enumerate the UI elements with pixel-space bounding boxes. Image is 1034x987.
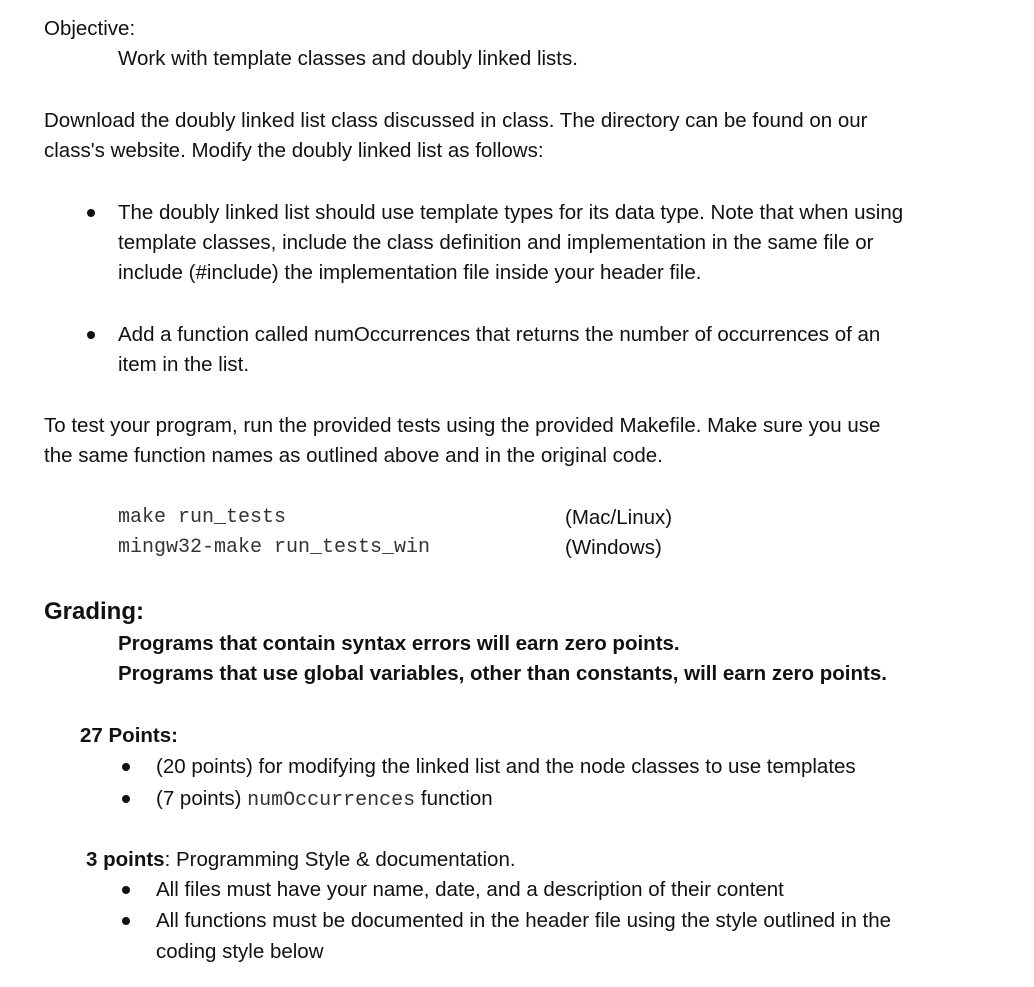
item-2-prefix: (7 points) — [156, 787, 248, 810]
platform-mac-linux: (Mac/Linux) — [565, 506, 673, 529]
section-3-item-2-line-1: All functions must be documented in the header file using the style outlined in the — [156, 909, 892, 932]
bullet-icon — [122, 886, 130, 894]
command-windows: mingw32-make run_tests_win — [118, 536, 431, 559]
section-3-points-title — [86, 845, 516, 875]
num-occurrences-code: numOccurrences — [247, 789, 416, 812]
section-3-item-2-line-2: coding style below — [156, 940, 324, 963]
command-mac-linux: make run_tests — [118, 506, 287, 529]
intro-line-1: Download the doubly linked list class discussed in class. The directory can be found on our — [44, 109, 868, 132]
grading-warning-2: Programs that use global variables, other than constants, will earn zero points. — [118, 662, 887, 685]
bullet-icon — [87, 331, 95, 339]
requirement-1-line-1: The doubly linked list should use template types for its data type. Note that when using — [118, 201, 904, 224]
bullet-icon — [122, 763, 130, 771]
section-3-points-bold: 3 points — [86, 848, 165, 871]
objective-label: Objective: — [44, 17, 136, 40]
testing-line-2: the same function names as outlined above and in the original code. — [44, 444, 663, 467]
grading-warning-1: Programs that contain syntax errors will earn zero points. — [118, 632, 680, 655]
bullet-icon — [122, 795, 130, 803]
platform-windows: (Windows) — [565, 536, 662, 559]
grading-heading: Grading: — [44, 598, 144, 625]
bullet-icon — [122, 917, 130, 925]
requirement-1-line-2: template classes, include the class definition and implementation in the same file or — [118, 231, 874, 254]
section-27-item-2 — [156, 784, 493, 816]
item-2-suffix: function — [415, 787, 493, 810]
testing-line-1: To test your program, run the provided tests using the provided Makefile. Make sure you use — [44, 414, 881, 437]
requirement-2-line-2: item in the list. — [118, 353, 250, 376]
section-27-points-title: 27 Points: — [80, 724, 178, 747]
section-27-item-1: (20 points) for modifying the linked list and the node classes to use templates — [156, 755, 856, 778]
section-3-item-1: All files must have your name, date, and a description of their content — [156, 878, 784, 901]
bullet-icon — [87, 209, 95, 217]
requirement-1-line-3: include (#include) the implementation file inside your header file. — [118, 261, 702, 284]
intro-line-2: class's website. Modify the doubly linked list as follows: — [44, 139, 544, 162]
objective-text: Work with template classes and doubly linked lists. — [118, 47, 578, 70]
section-3-points-rest: : Programming Style & documentation. — [164, 848, 516, 871]
requirement-2-line-1: Add a function called numOccurrences that returns the number of occurrences of an — [118, 323, 881, 346]
